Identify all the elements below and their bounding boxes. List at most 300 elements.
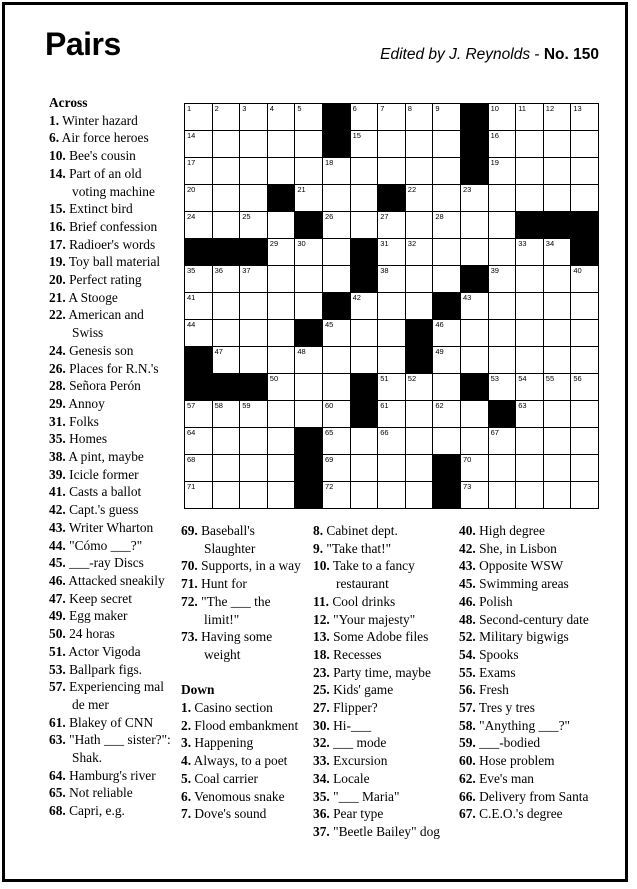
grid-cell[interactable] <box>184 454 213 482</box>
grid-cell[interactable] <box>488 184 517 212</box>
grid-cell[interactable] <box>432 373 461 401</box>
grid-cell[interactable] <box>488 157 517 185</box>
grid-cell[interactable] <box>405 427 434 455</box>
black-square <box>350 265 379 293</box>
cell-number: 61 <box>380 401 389 410</box>
grid-cell[interactable] <box>184 481 213 509</box>
grid-cell[interactable] <box>239 211 268 239</box>
cell-number: 4 <box>269 104 274 113</box>
across-clue: 70. Supports, in a way <box>181 558 301 574</box>
grid-cell[interactable] <box>377 292 406 320</box>
grid-cell[interactable] <box>294 238 323 266</box>
cell-number: 28 <box>435 212 444 221</box>
across-clue: 1. Winter hazard <box>49 112 138 128</box>
grid-cell[interactable] <box>239 481 268 509</box>
cell-number: 68 <box>187 455 196 464</box>
grid-cell[interactable] <box>350 319 379 347</box>
grid-cell[interactable] <box>294 265 323 293</box>
black-square <box>488 400 517 428</box>
grid-cell[interactable] <box>543 481 572 509</box>
cell-number: 48 <box>297 347 306 356</box>
cell-number: 12 <box>545 104 555 113</box>
grid-cell[interactable] <box>322 481 351 509</box>
cell-number: 67 <box>490 428 499 437</box>
black-square <box>322 292 351 320</box>
across-clue: 46. Attacked sneakily <box>49 572 165 588</box>
grid-cell[interactable] <box>432 157 461 185</box>
black-square <box>570 211 599 239</box>
grid-cell[interactable] <box>405 211 434 239</box>
cell-number: 15 <box>352 131 361 140</box>
grid-cell[interactable] <box>515 454 544 482</box>
grid-cell[interactable] <box>377 427 406 455</box>
grid-cell[interactable] <box>294 373 323 401</box>
cell-number: 23 <box>463 185 472 194</box>
cell-number: 60 <box>325 401 334 410</box>
grid-cell[interactable] <box>294 346 323 374</box>
grid-cell[interactable] <box>267 373 296 401</box>
grid-cell[interactable] <box>488 103 517 131</box>
grid-cell[interactable] <box>267 427 296 455</box>
grid-cell[interactable] <box>239 130 268 158</box>
grid-cell[interactable] <box>212 427 241 455</box>
grid-cell[interactable] <box>543 157 572 185</box>
across-clue: 63. "Hath ___ sister?": Shak. <box>49 732 171 766</box>
black-square <box>322 103 351 131</box>
down-clue: 59. ___-bodied <box>459 735 541 751</box>
cell-number: 51 <box>380 374 389 383</box>
grid-cell[interactable] <box>405 265 434 293</box>
grid-cell[interactable] <box>212 346 241 374</box>
grid-cell[interactable] <box>543 346 572 374</box>
grid-cell[interactable] <box>432 130 461 158</box>
cell-number: 66 <box>380 428 389 437</box>
grid-cell[interactable] <box>488 130 517 158</box>
grid-cell[interactable] <box>405 454 434 482</box>
grid-cell[interactable] <box>267 238 296 266</box>
grid-cell[interactable] <box>432 400 461 428</box>
grid-cell[interactable] <box>239 319 268 347</box>
cell-number: 14 <box>187 131 196 140</box>
black-square <box>294 427 323 455</box>
grid-cell[interactable] <box>432 427 461 455</box>
grid-cell[interactable] <box>212 481 241 509</box>
grid-cell[interactable] <box>515 184 544 212</box>
down-clue: 35. "___ Maria" <box>313 788 400 804</box>
grid-cell[interactable] <box>267 454 296 482</box>
grid-cell[interactable] <box>488 292 517 320</box>
black-square <box>432 454 461 482</box>
down-clue: 33. Excursion <box>313 753 388 769</box>
grid-cell[interactable] <box>543 130 572 158</box>
cell-number: 42 <box>352 293 361 302</box>
grid-cell[interactable] <box>377 373 406 401</box>
grid-cell[interactable] <box>515 481 544 509</box>
grid-cell[interactable] <box>488 481 517 509</box>
grid-cell[interactable] <box>570 103 599 131</box>
grid-cell[interactable] <box>239 292 268 320</box>
grid-cell[interactable] <box>322 265 351 293</box>
grid-cell[interactable] <box>239 454 268 482</box>
cell-number: 11 <box>518 104 526 113</box>
grid-cell[interactable] <box>460 481 489 509</box>
across-clue: 61. Blakey of CNN <box>49 714 154 730</box>
down-clue: 32. ___ mode <box>313 735 387 751</box>
grid-cell[interactable] <box>377 130 406 158</box>
across-clue: 39. Icicle former <box>49 466 139 482</box>
grid-cell[interactable] <box>377 319 406 347</box>
grid-cell[interactable] <box>322 346 351 374</box>
grid-cell[interactable] <box>377 211 406 239</box>
grid-cell[interactable] <box>239 157 268 185</box>
grid-cell[interactable] <box>405 157 434 185</box>
grid-cell[interactable] <box>212 319 241 347</box>
across-clue: 71. Hunt for <box>181 576 247 592</box>
grid-cell[interactable] <box>184 211 213 239</box>
grid-cell[interactable] <box>570 400 599 428</box>
grid-cell[interactable] <box>543 400 572 428</box>
down-clue: 45. Swimming areas <box>459 576 569 592</box>
grid-cell[interactable] <box>460 211 489 239</box>
down-clue: 1. Casino section <box>181 700 273 716</box>
cell-number: 13 <box>573 104 582 113</box>
across-clue: 45. ___-ray Discs <box>49 555 144 571</box>
cell-number: 29 <box>269 239 279 248</box>
grid-cell[interactable] <box>377 238 406 266</box>
grid-cell[interactable] <box>515 319 544 347</box>
grid-cell[interactable] <box>184 400 213 428</box>
down-clue: 13. Some Adobe files <box>313 629 429 645</box>
grid-cell[interactable] <box>488 319 517 347</box>
grid-cell[interactable] <box>184 103 213 131</box>
cell-number: 53 <box>490 374 499 383</box>
grid-cell[interactable] <box>543 265 572 293</box>
grid-cell[interactable] <box>432 319 461 347</box>
down-clue: 58. "Anything ___?" <box>459 717 571 733</box>
grid-cell[interactable] <box>405 103 434 131</box>
grid-cell[interactable] <box>267 130 296 158</box>
grid-cell[interactable] <box>460 319 489 347</box>
grid-cell[interactable] <box>460 427 489 455</box>
black-square <box>322 130 351 158</box>
black-square <box>212 373 241 401</box>
grid-cell[interactable] <box>377 157 406 185</box>
grid-cell[interactable] <box>405 238 434 266</box>
black-square <box>294 454 323 482</box>
grid-cell[interactable] <box>294 130 323 158</box>
grid-cell[interactable] <box>267 319 296 347</box>
grid-cell[interactable] <box>212 103 241 131</box>
cell-number: 30 <box>297 239 306 248</box>
grid-cell[interactable] <box>405 292 434 320</box>
grid-cell[interactable] <box>432 103 461 131</box>
grid-cell[interactable] <box>212 265 241 293</box>
across-clue: 49. Egg maker <box>49 608 128 624</box>
across-clue: 16. Brief confession <box>49 218 158 234</box>
grid-cell[interactable] <box>460 400 489 428</box>
grid-cell[interactable] <box>322 373 351 401</box>
black-square <box>432 481 461 509</box>
grid-cell[interactable] <box>184 157 213 185</box>
grid-cell[interactable] <box>212 400 241 428</box>
grid-cell[interactable] <box>294 292 323 320</box>
across-clue: 20. Perfect rating <box>49 272 142 288</box>
black-square <box>267 184 296 212</box>
black-square <box>432 292 461 320</box>
black-square <box>570 238 599 266</box>
grid-cell[interactable] <box>515 130 544 158</box>
grid-cell[interactable] <box>267 211 296 239</box>
grid-cell[interactable] <box>405 481 434 509</box>
down-clue: 67. C.E.O.'s degree <box>459 806 563 822</box>
grid-cell[interactable] <box>543 427 572 455</box>
black-square <box>350 373 379 401</box>
black-square <box>460 130 489 158</box>
grid-cell[interactable] <box>432 211 461 239</box>
grid-cell[interactable] <box>432 184 461 212</box>
cell-number: 25 <box>242 212 251 221</box>
grid-cell[interactable] <box>543 103 572 131</box>
grid-cell[interactable] <box>543 373 572 401</box>
cell-number: 10 <box>490 104 499 113</box>
cell-number: 5 <box>297 104 302 113</box>
grid-cell[interactable] <box>488 454 517 482</box>
cell-number: 41 <box>187 293 196 302</box>
across-clue: 28. Señora Perón <box>49 378 141 394</box>
cell-number: 19 <box>490 158 499 167</box>
cell-number: 73 <box>463 482 472 491</box>
down-header: Down <box>181 682 215 698</box>
grid-cell[interactable] <box>267 400 296 428</box>
grid-cell[interactable] <box>322 427 351 455</box>
cell-number: 18 <box>325 158 334 167</box>
grid-cell[interactable] <box>184 319 213 347</box>
grid-cell[interactable] <box>322 157 351 185</box>
cell-number: 56 <box>573 374 582 383</box>
cell-number: 71 <box>187 482 196 491</box>
grid-cell[interactable] <box>212 184 241 212</box>
grid-cell[interactable] <box>515 373 544 401</box>
cell-number: 3 <box>242 104 247 113</box>
grid-cell[interactable] <box>267 292 296 320</box>
down-clue: 9. "Take that!" <box>313 540 392 556</box>
grid-cell[interactable] <box>322 400 351 428</box>
grid-cell[interactable] <box>460 346 489 374</box>
grid-cell[interactable] <box>515 346 544 374</box>
down-clue: 3. Happening <box>181 735 254 751</box>
cell-number: 65 <box>325 428 334 437</box>
grid-cell[interactable] <box>570 157 599 185</box>
grid-cell[interactable] <box>350 211 379 239</box>
down-clue: 42. She, in Lisbon <box>459 540 557 556</box>
across-clue: 17. Radioer's words <box>49 236 156 252</box>
grid-cell[interactable] <box>294 103 323 131</box>
grid-cell[interactable] <box>405 400 434 428</box>
puzzle-number: No. 150 <box>543 46 599 63</box>
grid-cell[interactable] <box>267 103 296 131</box>
grid-cell[interactable] <box>515 238 544 266</box>
down-clue: 25. Kids' game <box>313 682 394 698</box>
grid-cell[interactable] <box>350 130 379 158</box>
grid-cell[interactable] <box>515 265 544 293</box>
down-clue: 11. Cool drinks <box>313 593 396 609</box>
grid-cell[interactable] <box>239 346 268 374</box>
grid-cell[interactable] <box>570 265 599 293</box>
grid-cell[interactable] <box>184 292 213 320</box>
across-clue: 35. Homes <box>49 431 108 447</box>
grid-cell[interactable] <box>570 346 599 374</box>
clue-column-3 <box>313 522 453 841</box>
grid-cell[interactable] <box>488 427 517 455</box>
grid-cell[interactable] <box>460 292 489 320</box>
cell-number: 9 <box>435 104 440 113</box>
down-clue: 18. Recesses <box>313 646 382 662</box>
grid-cell[interactable] <box>570 130 599 158</box>
cell-number: 20 <box>187 185 196 194</box>
down-clue: 34. Locale <box>313 770 370 786</box>
black-square <box>515 211 544 239</box>
grid-cell[interactable] <box>184 427 213 455</box>
grid-cell[interactable] <box>570 481 599 509</box>
grid-cell[interactable] <box>432 265 461 293</box>
grid-cell[interactable] <box>570 292 599 320</box>
cell-number: 33 <box>518 239 527 248</box>
grid-cell[interactable] <box>405 130 434 158</box>
grid-cell[interactable] <box>184 184 213 212</box>
grid-cell[interactable] <box>322 454 351 482</box>
grid-cell[interactable] <box>377 346 406 374</box>
across-clue: 14. Part of an old voting machine <box>49 165 155 199</box>
grid-cell[interactable] <box>239 427 268 455</box>
grid-cell[interactable] <box>543 238 572 266</box>
cell-number: 64 <box>187 428 196 437</box>
cell-number: 55 <box>545 374 555 383</box>
grid-cell[interactable] <box>515 157 544 185</box>
grid-cell[interactable] <box>515 400 544 428</box>
grid-cell[interactable] <box>322 238 351 266</box>
down-clue: 40. High degree <box>459 523 545 538</box>
down-clue: 56. Fresh <box>459 682 509 698</box>
cell-number: 45 <box>325 320 334 329</box>
cell-number: 24 <box>187 212 196 221</box>
grid-cell[interactable] <box>515 103 544 131</box>
down-clue: 10. Take to a fancy restaurant <box>313 558 415 592</box>
grid-cell[interactable] <box>294 400 323 428</box>
grid-cell[interactable] <box>350 184 379 212</box>
grid-cell[interactable] <box>570 373 599 401</box>
grid-cell[interactable] <box>212 292 241 320</box>
grid-cell[interactable] <box>377 265 406 293</box>
grid-cell[interactable] <box>184 130 213 158</box>
grid-cell[interactable] <box>350 481 379 509</box>
grid-cell[interactable] <box>460 454 489 482</box>
grid-cell[interactable] <box>488 265 517 293</box>
grid-cell[interactable] <box>460 238 489 266</box>
grid-cell[interactable] <box>267 265 296 293</box>
grid-cell[interactable] <box>267 481 296 509</box>
grid-cell[interactable] <box>239 400 268 428</box>
down-clue: 54. Spooks <box>459 646 519 662</box>
black-square <box>184 346 213 374</box>
grid-cell[interactable] <box>212 130 241 158</box>
grid-cell[interactable] <box>350 427 379 455</box>
grid-cell[interactable] <box>212 454 241 482</box>
grid-cell[interactable] <box>350 454 379 482</box>
grid-cell[interactable] <box>294 157 323 185</box>
grid-cell[interactable] <box>570 319 599 347</box>
grid-cell[interactable] <box>239 184 268 212</box>
across-header: Across <box>49 95 88 110</box>
cell-number: 43 <box>463 293 472 302</box>
grid-cell[interactable] <box>488 373 517 401</box>
grid-cell[interactable] <box>267 346 296 374</box>
across-clue: 6. Air force heroes <box>49 130 149 146</box>
grid-cell[interactable] <box>570 184 599 212</box>
grid-cell[interactable] <box>460 184 489 212</box>
grid-cell[interactable] <box>377 103 406 131</box>
byline-separator: - <box>530 46 544 63</box>
grid-cell[interactable] <box>239 103 268 131</box>
grid-cell[interactable] <box>322 319 351 347</box>
grid-cell[interactable] <box>322 184 351 212</box>
grid-cell[interactable] <box>294 184 323 212</box>
grid-cell[interactable] <box>267 157 296 185</box>
grid-cell[interactable] <box>543 184 572 212</box>
grid-cell[interactable] <box>543 454 572 482</box>
across-clue: 47. Keep secret <box>49 590 132 606</box>
grid-cell[interactable] <box>515 292 544 320</box>
grid-cell[interactable] <box>350 292 379 320</box>
grid-cell[interactable] <box>488 211 517 239</box>
grid-cell[interactable] <box>405 184 434 212</box>
grid-cell[interactable] <box>377 454 406 482</box>
clue-column-2 <box>181 522 309 823</box>
grid-cell[interactable] <box>570 454 599 482</box>
grid-cell[interactable] <box>350 103 379 131</box>
grid-cell[interactable] <box>405 373 434 401</box>
cell-number: 8 <box>407 104 412 113</box>
grid-cell[interactable] <box>432 238 461 266</box>
grid-cell[interactable] <box>212 157 241 185</box>
grid-cell[interactable] <box>488 238 517 266</box>
grid-cell[interactable] <box>239 265 268 293</box>
grid-cell[interactable] <box>377 400 406 428</box>
grid-cell[interactable] <box>543 319 572 347</box>
black-square <box>294 481 323 509</box>
cell-number: 21 <box>297 185 306 194</box>
grid-cell[interactable] <box>377 481 406 509</box>
black-square <box>212 238 241 266</box>
grid-cell[interactable] <box>350 346 379 374</box>
cell-number: 72 <box>325 482 334 491</box>
cell-number: 17 <box>187 158 196 167</box>
grid-cell[interactable] <box>350 157 379 185</box>
grid-cell[interactable] <box>488 346 517 374</box>
across-clue: 26. Places for R.N.'s <box>49 360 159 376</box>
grid-cell[interactable] <box>184 265 213 293</box>
black-square <box>405 319 434 347</box>
cell-number: 22 <box>407 185 417 194</box>
grid-cell[interactable] <box>322 211 351 239</box>
grid-cell[interactable] <box>432 346 461 374</box>
black-square <box>184 373 213 401</box>
down-clue: 55. Exams <box>459 664 516 680</box>
grid-cell[interactable] <box>543 292 572 320</box>
grid-cell[interactable] <box>570 427 599 455</box>
cell-number: 1 <box>187 104 192 113</box>
grid-cell[interactable] <box>515 427 544 455</box>
grid-cell[interactable] <box>212 211 241 239</box>
